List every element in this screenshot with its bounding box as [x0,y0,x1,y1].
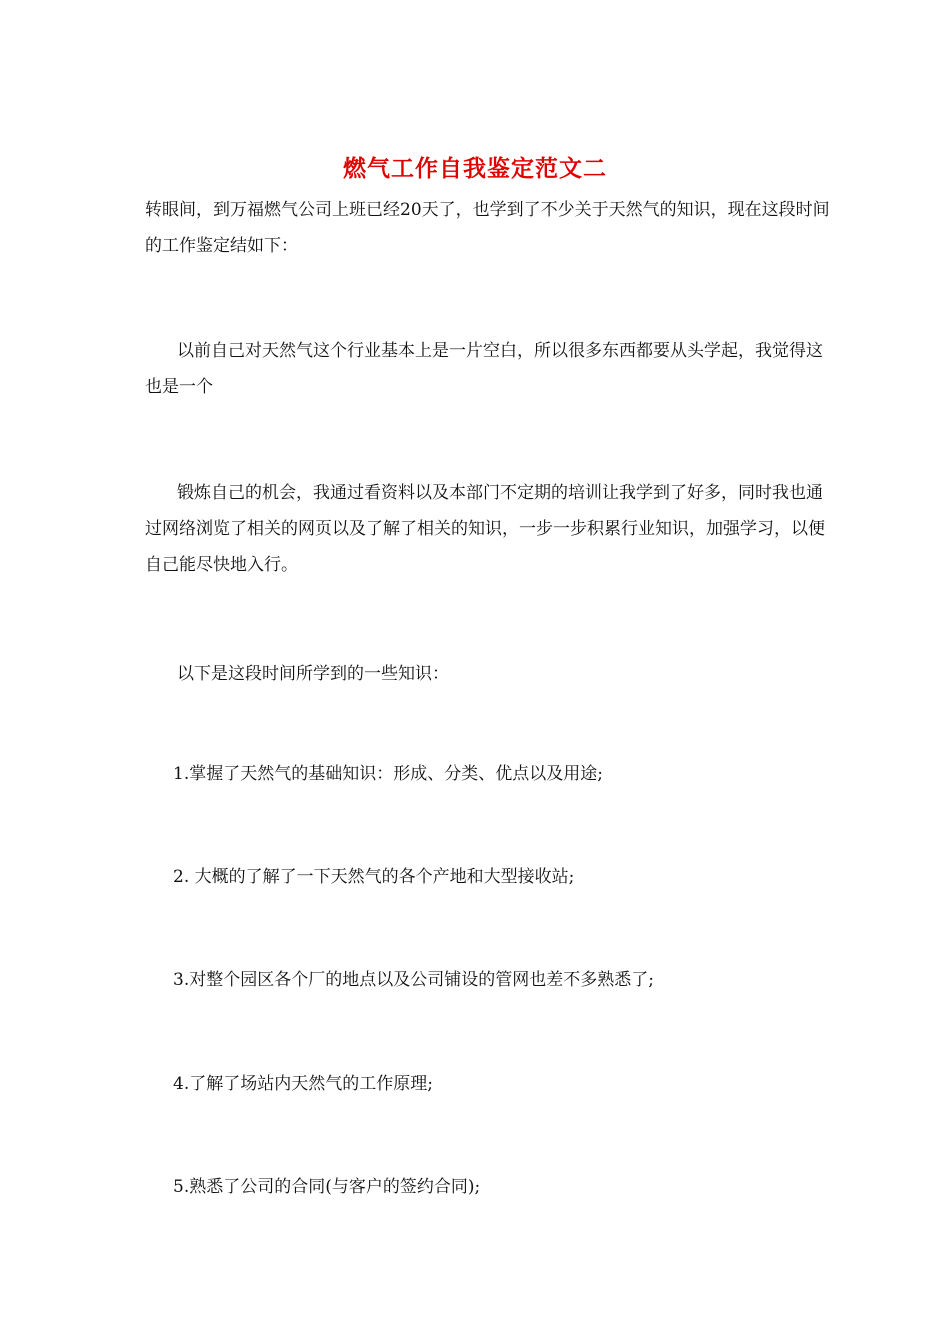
list-item: 5.熟悉了公司的合同(与客户的签约合同); [173,1177,481,1197]
paragraph-learning: 锻炼自己的机会，我通过看资料以及本部门不定期的培训让我学到了好多，同时我也通过网络浏览了相关的网页以及了解了相关的知识，一步一步积累行业知识，加强学习，以便自己能尽快地入行。 [145,483,825,575]
paragraph-intro: 转眼间，到万福燃气公司上班已经20天了，也学到了不少关于天然气的知识，现在这段时间的工作鉴定结如下： [145,200,830,256]
list-item: 3.对整个园区各个厂的地点以及公司铺设的管网也差不多熟悉了; [173,970,654,990]
paragraph-list-intro: 以下是这段时间所学到的一些知识： [177,664,449,684]
list-item: 4.了解了场站内天然气的工作原理; [173,1074,433,1094]
list-item: 1.掌握了天然气的基础知识：形成、分类、优点以及用途; [173,764,603,784]
document-title: 燃气工作自我鉴定范文二 [343,156,607,182]
list-item: 2. 大概的了解了一下天然气的各个产地和大型接收站; [173,867,575,887]
paragraph-background: 以前自己对天然气这个行业基本上是一片空白，所以很多东西都要从头学起，我觉得这也是一个 [145,341,823,397]
